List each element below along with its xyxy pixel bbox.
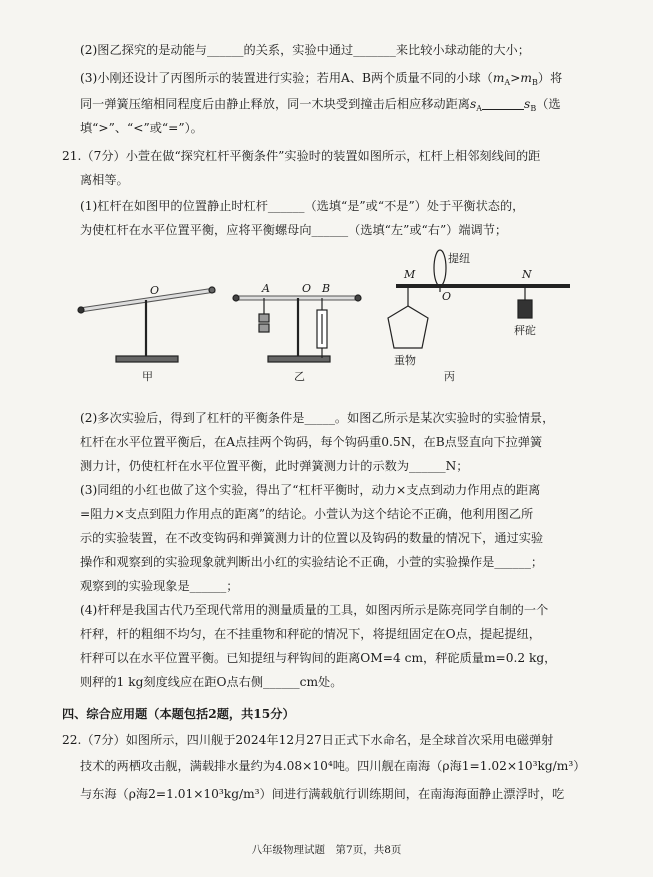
question-21-part-3-c: 示的实验装置，在不改变钩码和弹簧测力计的位置以及钩码的数量的情况下，通过实验 bbox=[80, 531, 544, 545]
question-21-part-3-b: =阻力×支点到阻力作用点的距离”的结论。小萱认为这个结论不正确，他利用图乙所 bbox=[80, 507, 534, 521]
label-o-bing: O bbox=[442, 290, 452, 303]
label-chengtuo: 秤砣 bbox=[514, 324, 536, 337]
question-21-stem-1: 21.（7分）小萱在做“探究杠杆平衡条件”实验时的装置如图所示，杠杆上相邻刻线间的距 bbox=[62, 149, 541, 163]
question-21-part-3-d: 操作和观察到的实验现象就判断出小红的实验结论不正确，小萱的实验操作是______； bbox=[80, 555, 544, 569]
label-bing: 丙 bbox=[444, 370, 455, 383]
question-20-part-2: (2)图乙探究的是动能与______的关系，实验中通过_______来比较小球动能的大小； bbox=[80, 43, 530, 57]
label-o-yi: O bbox=[302, 282, 312, 295]
question-22-line-2: 技术的两栖攻击舰，满载排水量约为4.08×10⁴吨。四川舰在南海（ρ海1=1.02×10³kg/m³） bbox=[80, 759, 586, 773]
question-20-part-3-line-3: 填“>”、“<”或“=”）。 bbox=[80, 121, 203, 135]
label-yi: 乙 bbox=[294, 370, 305, 383]
question-21-part-4-b: 杆秤，杆的粗细不均匀，在不挂重物和秤砣的情况下，将提纽固定在O点，提起提纽， bbox=[80, 627, 541, 641]
question-21-part-2-a: (2)多次实验后，得到了杠杆的平衡条件是_____。如图乙所示是某次实验时的实验情景， bbox=[80, 411, 555, 425]
question-21-stem-2: 离相等。 bbox=[80, 173, 129, 187]
label-zhongwu: 重物 bbox=[394, 354, 416, 367]
section-four-heading: 四、综合应用题（本题包括2题，共15分） bbox=[62, 707, 295, 721]
question-20-part-3-line-1: (3)小刚还设计了丙图所示的装置进行实验；若用A、B两个质量不同的小球$(m_A>m_B)$将 bbox=[80, 71, 563, 87]
question-20-part-3-line-2: 同一弹簧压缩相同程度后由静止释放，同一木块受到撞击后相应移动距离$s_A$ $s_B$（选 bbox=[80, 97, 561, 113]
label-n: N bbox=[522, 268, 532, 281]
label-jia: 甲 bbox=[142, 370, 153, 383]
page-footer: 八年级物理试题 第7页，共8页 bbox=[251, 844, 402, 856]
figure-yi bbox=[233, 295, 361, 362]
question-22-line-3: 与东海（ρ海2=1.01×10³kg/m³）间进行满载航行训练期间，在南海海面静止漂浮时，吃 bbox=[80, 787, 565, 801]
question-21-part-1-b: 为使杠杆在水平位置平衡，应将平衡螺母向______（选填“左”或“右”）端调节； bbox=[80, 223, 508, 237]
label-m: M bbox=[404, 268, 416, 281]
question-21-part-3-e: 观察到的实验现象是______； bbox=[80, 579, 239, 593]
label-o-jia: O bbox=[150, 284, 160, 297]
question-21-part-4-a: (4)杆秤是我国古代乃至现代常用的测量质量的工具，如图丙所示是陈亮同学自制的一个 bbox=[80, 603, 549, 617]
label-b: B bbox=[322, 282, 331, 295]
question-21-part-4-c: 杆秤可以在水平位置平衡。已知提纽与秤钩间的距离OM=4 cm，秤砣质量m=0.2 kg， bbox=[80, 651, 557, 665]
question-21-part-3-a: (3)同组的小红也做了这个实验，得出了“杠杆平衡时，动力×支点到动力作用点的距离 bbox=[80, 483, 541, 497]
question-21-part-2-c: 测力计，仍使杠杆在水平位置平衡，此时弹簧测力计的示数为______N； bbox=[80, 459, 469, 473]
figure-bing bbox=[388, 250, 570, 348]
label-a: A bbox=[262, 282, 270, 295]
question-21-part-2-b: 杠杆在水平位置平衡后，在A点挂两个钩码，每个钩码重0.5N，在B点竖直向下拉弹簧 bbox=[80, 435, 543, 449]
question-21-part-1-a: (1)杠杆在如图甲的位置静止时杠杆______（选填“是”或“不是”）处于平衡状态的， bbox=[80, 199, 525, 213]
question-21-part-4-d: 则秤的1 kg刻度线应在距O点右侧______cm处。 bbox=[80, 675, 343, 689]
lever-figure bbox=[70, 248, 590, 398]
answer-blank[interactable] bbox=[482, 97, 524, 110]
question-22-line-1: 22.（7分）如图所示，四川舰于2024年12月27日正式下水命名，是全球首次采用电磁弹射 bbox=[62, 733, 554, 747]
figure-jia bbox=[78, 287, 215, 362]
label-tiniu: 提纽 bbox=[448, 252, 470, 265]
